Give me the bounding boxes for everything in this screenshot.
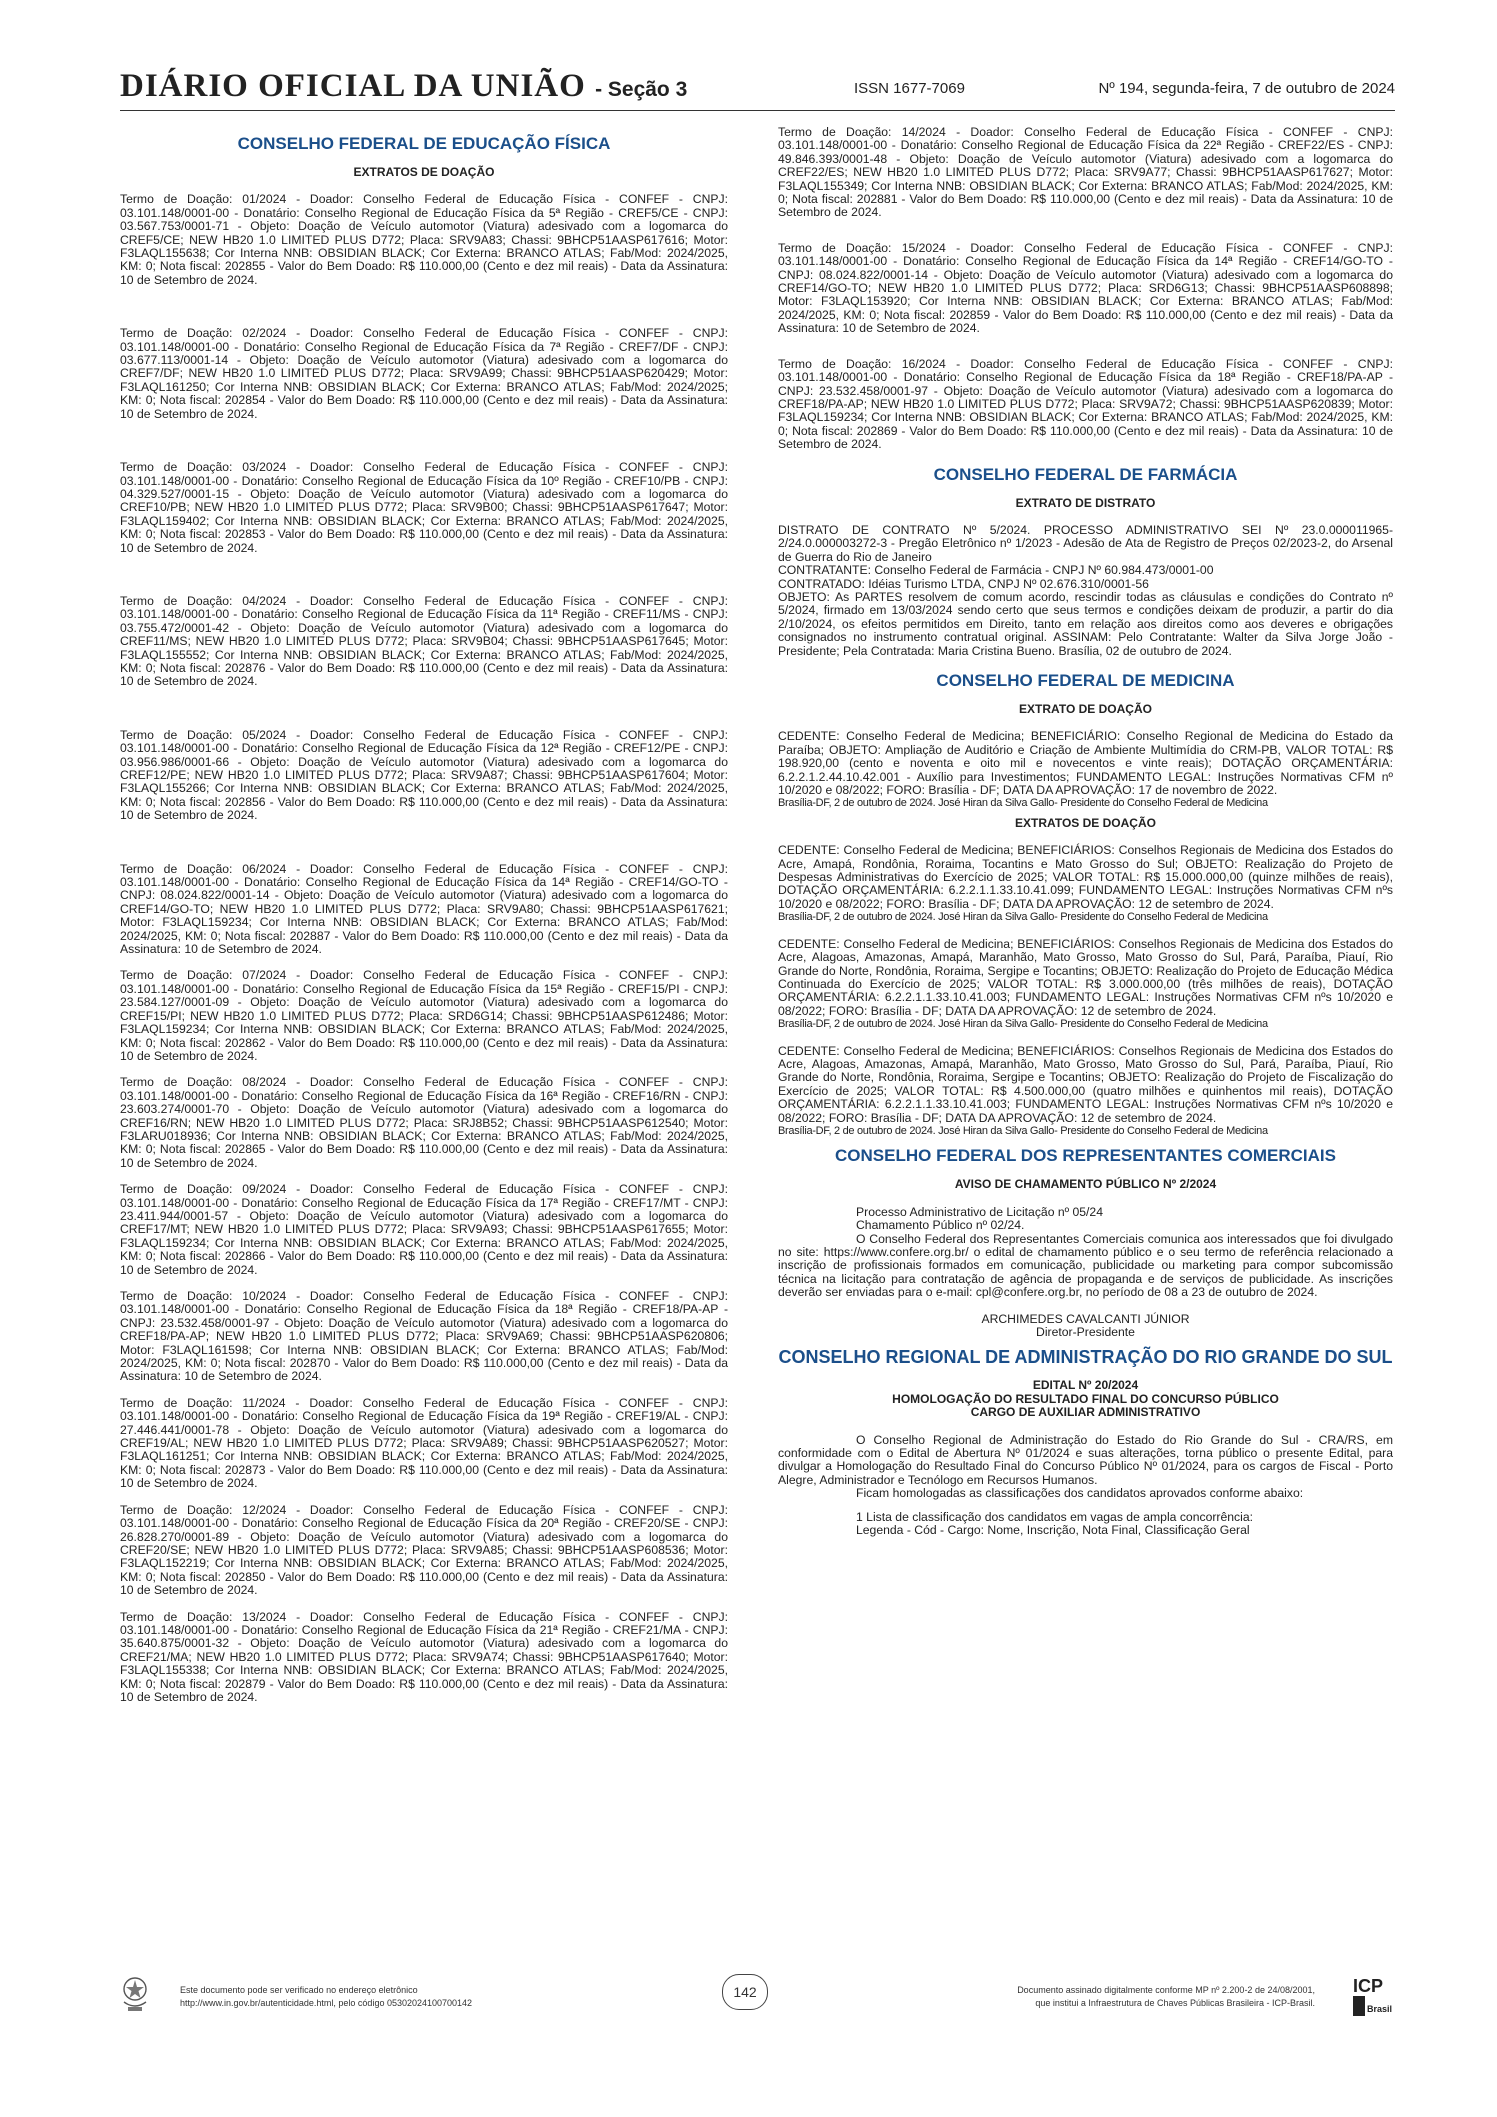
page-footer [120,1972,1395,2032]
donation-term: Termo de Doação: 04/2024 - Doador: Conselho Federal de Educação Física - CONFEF - CNPJ: 03.101.148/0001-00 - Donatário: Conselho Regional de Educação Física da 11ª Região - CREF11/MS - CNPJ: 03.755.472/0001-42 - Objeto: Doação de Veículo automotor (Viatura) adesivado com a logomarca do CREF11/MS; NEW HB20 1.0 LIMITED PLUS D772; Placa: SRV9B04; Chassi: 9BHCP51AASP617645; Motor: F3LAQL155552; Cor Interna NNB: OBSIDIAN BLACK; Cor Externa: BRANCO ATLAS; Fab/Mod: 2024/2025, KM: 0; Nota fiscal: 202876 - Valor do Bem Doado: R$ 110.000,00 (Cento e dez mil reais) - Data da Assinatura: 10 de Setembro de 2024. [120,593,728,689]
issn: ISSN 1677-7069 [854,80,965,97]
org-heading: CONSELHO FEDERAL DE EDUCAÇÃO FÍSICA [237,134,611,153]
donation-term: Termo de Doação: 15/2024 - Doador: Conselho Federal de Educação Física - CONFEF - CNPJ: 03.101.148/0001-00 - Donatário: Conselho Regional de Educação Física da 14ª Região - CREF14/GO-TO - CNPJ: 08.024.822/0001-14 - Objeto: Doação de Veículo automotor (Viatura) adesivado com a logomarca do CREF14/GO-TO; NEW HB20 1.0 LIMITED PLUS D772; Placa: SRD6G13; Chassi: 9BHCP51AASP608898; Motor: F3LAQL153920; Cor Interna NNB: OBSIDIAN BLACK; Cor Externa: BRANCO ATLAS; Fab/Mod: 2024/2025, KM: 0; Nota fiscal: 202859 - Valor do Bem Doado: R$ 110.000,00 (Cento e dez mil reais) - Data da Assinatura: 10 de Setembro de 2024. [778,240,1393,336]
process-line: Chamamento Público nº 02/24. [856,1218,1025,1233]
signature-line: Brasília-DF, 2 de outubro de 2024. José Hiran da Silva Gallo- Presidente do Conselho Federal de Medicina [778,1018,1268,1031]
donation-term: Termo de Doação: 14/2024 - Doador: Conselho Federal de Educação Física - CONFEF - CNPJ: 03.101.148/0001-00 - Donatário: Conselho Regional de Educação Física da 22ª Região - CREF22/ES - CNPJ: 49.846.393/0001-48 - Objeto: Doação de Veículo automotor (Viatura) adesivado com a logomarca do CREF22/ES; NEW HB20 1.0 LIMITED PLUS D772; Placa: SRV9A77; Chassi: 9BHCP51AASP617627; Motor: F3LAQL155349; Cor Interna NNB: OBSIDIAN BLACK; Cor Externa: BRANCO ATLAS; Fab/Mod: 2024/2025, KM: 0; Nota fiscal: 202881 - Valor do Bem Doado: R$ 110.000,00 (Cento e dez mil reais) - Data da Assinatura: 10 de Setembro de 2024. [778,125,1393,220]
signature-line: Brasília-DF, 2 de outubro de 2024. José Hiran da Silva Gallo- Presidente do Conselho Federal de Medicina [778,797,1268,810]
edital-paragraph: Ficam homologadas as classificações dos candidatos aprovados conforme abaixo: [856,1486,1304,1501]
distrato-line: OBJETO: As PARTES resolvem de comum acordo, rescindir todas as cláusulas e condições do Contrato nº 5/2024, firmado em 13/03/2024 sendo certo que seus termos e condições deixam de produzir, a partir do dia 2/10/2024, os efeitos permitidos em Direito, tanto em relação aos direitos como aos deveres e obrigações consignados no instrumento contratual original. ASSINAM: Pelo Contratante: Walter da Silva Jorge João - Presidente; Pela Contratada: Maria Cristina Bueno. Brasília, 02 de outubro de 2024. [778,589,1393,658]
donation-term: Termo de Doação: 11/2024 - Doador: Conselho Federal de Educação Física - CONFEF - CNPJ: 03.101.148/0001-00 - Donatário: Conselho Regional de Educação Física da 19ª Região - CREF19/AL - CNPJ: 27.446.441/0001-78 - Objeto: Doação de Veículo automotor (Viatura) adesivado com a logomarca do CREF19/AL; NEW HB20 1.0 LIMITED PLUS D772; Placa: SRV9A89; Chassi: 9BHCP51AASP620527; Motor: F3LAQL161251; Cor Interna NNB: OBSIDIAN BLACK; Cor Externa: BRANCO ATLAS; Fab/Mod: 2024/2025, KM: 0; Nota fiscal: 202873 - Valor do Bem Doado: R$ 110.000,00 (Cento e dez mil reais) - Data da Assinatura: 10 de Setembro de 2024. [120,1395,728,1491]
donation-term: Termo de Doação: 03/2024 - Doador: Conselho Federal de Educação Física - CONFEF - CNPJ: 03.101.148/0001-00 - Donatário: Conselho Regional de Educação Física da 10º Região - CREF10/PB - CNPJ: 04.329.527/0001-15 - Objeto: Doação de Veículo automotor (Viatura) adesivado com a logomarca do CREF10/PB; NEW HB20 1.0 LIMITED PLUS D772; Placa: SRV9B00; Chassi: 9BHCP51AASP617647; Motor: F3LAQL159402; Cor Interna NNB: OBSIDIAN BLACK; Cor Externa: BRANCO ATLAS; Fab/Mod: 2024/2025, KM: 0; Nota fiscal: 202853 - Valor do Bem Doado: R$ 110.000,00 (Cento e dez mil reais) - Data da Assinatura: 10 de Setembro de 2024. [120,460,728,555]
donation-term: Termo de Doação: 07/2024 - Doador: Conselho Federal de Educação Física - CONFEF - CNPJ: 03.101.148/0001-00 - Donatário: Conselho Regional de Educação Física da 15ª Região - CREF15/PI - CNPJ: 23.584.127/0001-09 - Objeto: Doação de Veículo automotor (Viatura) adesivado com a logomarca do CREF15/PI; NEW HB20 1.0 LIMITED PLUS D772; Placa: SRD6G14; Chassi: 9BHCP51AASP612486; Motor: F3LAQL159234; Cor Interna NNB: OBSIDIAN BLACK; Cor Externa: BRANCO ATLAS; Fab/Mod: 2024/2025, KM: 0; Nota fiscal: 202862 - Valor do Bem Doado: R$ 110.000,00 (Cento e dez mil reais) - Data da Assinatura: 10 de Setembro de 2024. [120,968,728,1063]
edital-list-line: Legenda - Cód - Cargo: Nome, Inscrição, Nota Final, Classificação Geral [856,1523,1250,1538]
donation-term: Termo de Doação: 10/2024 - Doador: Conselho Federal de Educação Física - CONFEF - CNPJ: 03.101.148/0001-00 - Donatário: Conselho Regional de Educação Física da 18ª Região - CREF18/PA-AP - CNPJ: 23.532.458/0001-97 - Objeto: Doação de Veículo automotor (Viatura) adesivado com a logomarca do CREF18/PA-AP; NEW HB20 1.0 LIMITED PLUS D772; Placa: SRV9A69; Chassi: 9BHCP51AASP620806; Motor: F3LAQL161598; Cor Interna NNB: OBSIDIAN BLACK; Cor Externa: BRANCO ATLAS; Fab/Mod: 2024/2025, KM: 0; Nota fiscal: 202870 - Valor do Bem Doado: R$ 110.000,00 (Cento e dez mil reais) - Data da Assinatura: 10 de Setembro de 2024. [120,1289,728,1384]
extract-paragraph: CEDENTE: Conselho Federal de Medicina; BENEFICIÁRIOS: Conselhos Regionais de Medicina dos Estados do Acre, Alagoas, Amazonas, Amapá, Maranhão, Mato Grosso, Mato Grosso do Sul, Pará, Paraíba, Piauí, Rio Grande do Norte, Rondônia, Roraima, Sergipe e Tocantins; OBJETO: Realização do Projeto de Educação Médica Continuada do Exercício de 2025; VALOR TOTAL: R$ 3.000.000,00 (três milhões de reais), DOTAÇÃO ORÇAMENTÁRIA: 6.2.2.1.1.33.10.41.003; FUNDAMENTO LEGAL: Instruções Normativas CFM nºs 10/2020 e 08/2022; FORO: Brasília - DF; DATA DA APROVAÇÃO: 12 de setembro de 2024. [778,936,1393,1018]
signature-text: que institui a Infraestrutura de Chaves Públicas Brasileira - ICP-Brasil. [1035,1998,1315,2008]
distrato-line: CONTRATANTE: Conselho Federal de Farmácia - CNPJ Nº 60.984.473/0001-00 [778,563,1214,578]
notice-body: O Conselho Federal dos Representantes Comerciais comunica aos interessados que foi divulgado no site: https://www.confere.org.br/ o edital de chamamento público e o seu termo de referência relacionado a inscrição de profissionais formados em comunicação, publicidade ou marketing para compor subcomissão técnica na licitação para contratação de agência de propaganda e de serviços de publicidade. As inscrições deverão ser enviadas para o e-mail: cpl@confere.org.br, no período de 08 a 23 de outubro de 2024. [778,1231,1393,1300]
org-heading: CONSELHO FEDERAL DE FARMÁCIA [933,464,1238,484]
donation-term: Termo de Doação: 06/2024 - Doador: Conselho Federal de Educação Física - CONFEF - CNPJ: 03.101.148/0001-00 - Donatário: Conselho Regional de Educação Física da 14ª Região - CREF14/GO-TO - CNPJ: 08.024.822/0001-14 - Objeto: Doação de Veículo automotor (Viatura) adesivado com a logomarca do CREF14/GO-TO; NEW HB20 1.0 LIMITED PLUS D772; Placa: SRV9A80; Chassi: 9BHCP51AASP617621; Motor: F3LAQL159234; Cor Interna NNB: OBSIDIAN BLACK; Cor Externa: BRANCO ATLAS; Fab/Mod: 2024/2025, KM: 0; Nota fiscal: 202887 - Valor do Bem Doado: R$ 110.000,00 (Cento e dez mil reais) - Data da Assinatura: 10 de Setembro de 2024. [120,861,728,957]
donation-term: Termo de Doação: 01/2024 - Doador: Conselho Federal de Educação Física - CONFEF - CNPJ: 03.101.148/0001-00 - Donatário: Conselho Regional de Educação Física da 5ª Região - CREF5/CE - CNPJ: 03.567.753/0001-71 - Objeto: Doação de Veículo automotor (Viatura) adesivado com a logomarca do CREF5/CE; NEW HB20 1.0 LIMITED PLUS D772; Placa: SRV9A83; Chassi: 9BHCP51AASP617616; Motor: F3LAQL155638; Cor Interna NNB: OBSIDIAN BLACK; Cor Externa: BRANCO ATLAS; Fab/Mod: 2024/2025, KM: 0; Nota fiscal: 202855 - Valor do Bem Doado: R$ 110.000,00 (Cento e dez mil reais) - Data da Assinatura: 10 de Setembro de 2024. [120,192,728,287]
edital-paragraph: O Conselho Regional de Administração do Estado do Rio Grande do Sul - CRA/RS, em conformidade com o Edital de Abertura Nº 01/2024 e suas alterações, torna público o presente Edital, para divulgar a Homologação do Resultado Final do Concurso Público Nº 01/2024, para os cargos de Fiscal - Porto Alegre, Administrador e Tecnólogo em Recursos Humanos. [778,1432,1393,1487]
section-subheading: EXTRATO DE DISTRATO [1015,495,1156,510]
verification-note [180,1984,472,2010]
verification-text: Este documento pode ser verificado no endereço eletrônico [180,1985,418,1995]
section-label: - Seção 3 [595,78,688,101]
donation-term: Termo de Doação: 13/2024 - Doador: Conselho Federal de Educação Física - CONFEF - CNPJ: 03.101.148/0001-00 - Donatário: Conselho Regional de Educação Física da 21ª Região - CREF21/MA - CNPJ: 35.640.875/0001-32 - Objeto: Doação de Veículo automotor (Viatura) adesivado com a logomarca do CREF21/MA; NEW HB20 1.0 LIMITED PLUS D772; Placa: SRV9A74; Chassi: 9BHCP51AASP617640; Motor: F3LAQL155338; Cor Interna NNB: OBSIDIAN BLACK; Cor Externa: BRANCO ATLAS; Fab/Mod: 2024/2025, KM: 0; Nota fiscal: 202879 - Valor do Bem Doado: R$ 110.000,00 (Cento e dez mil reais) - Data da Assinatura: 10 de Setembro de 2024. [120,1609,728,1704]
page-number: 142 [722,1974,768,2010]
process-line: Processo Administrativo de Licitação nº 05/24 [856,1204,1103,1219]
donation-term: Termo de Doação: 08/2024 - Doador: Conselho Federal de Educação Física - CONFEF - CNPJ: 03.101.148/0001-00 - Donatário: Conselho Regional de Educação Física da 16ª Região - CREF16/RN - CNPJ: 23.603.274/0001-70 - Objeto: Doação de Veículo automotor (Viatura) adesivado com a logomarca do CREF16/RN; NEW HB20 1.0 LIMITED PLUS D772; Placa: SRJ8B52; Chassi: 9BHCP51AASP612540; Motor: F3LARU018936; Cor Interna NNB: OBSIDIAN BLACK; Cor Externa: BRANCO ATLAS; Fab/Mod: 2024/2025, KM: 0; Nota fiscal: 202865 - Valor do Bem Doado: R$ 110.000,00 (Cento e dez mil reais) - Data da Assinatura: 10 de Setembro de 2024. [120,1075,728,1170]
edital-title: EDITAL Nº 20/2024 [1032,1378,1139,1393]
right-column [778,126,1393,1538]
section-subheading: EXTRATOS DE DOAÇÃO [353,165,495,179]
signature-note [1017,1984,1315,2010]
donation-term: Termo de Doação: 09/2024 - Doador: Conselho Federal de Educação Física - CONFEF - CNPJ: 03.101.148/0001-00 - Donatário: Conselho Regional de Educação Física da 17ª Região - CREF17/MT - CNPJ: 23.411.944/0001-57 - Objeto: Doação de Veículo automotor (Viatura) adesivado com a logomarca do CREF17/MT; NEW HB20 1.0 LIMITED PLUS D772; Placa: SRV9A93; Chassi: 9BHCP51AASP617655; Motor: F3LAQL159234; Cor Interna NNB: OBSIDIAN BLACK; Cor Externa: BRANCO ATLAS; Fab/Mod: 2024/2025, KM: 0; Nota fiscal: 202866 - Valor do Bem Doado: R$ 110.000,00 (Cento e dez mil reais) - Data da Assinatura: 10 de Setembro de 2024. [120,1182,728,1277]
distrato-line: CONTRATADO: Idéias Turismo LTDA, CNPJ Nº 02.676.310/0001-56 [778,576,1149,591]
signer-role: Diretor-Presidente [1036,1325,1135,1340]
icp-logo-text: ICP [1353,1976,1384,1996]
signer-name: ARCHIMEDES CAVALCANTI JÚNIOR [981,1311,1190,1326]
signature-line: Brasília-DF, 2 de outubro de 2024. José Hiran da Silva Gallo- Presidente do Conselho Federal de Medicina [778,911,1268,924]
section-subheading: AVISO DE CHAMAMENTO PÚBLICO Nº 2/2024 [954,1177,1217,1192]
org-heading: CONSELHO FEDERAL DE MEDICINA [936,671,1235,690]
donation-term: Termo de Doação: 05/2024 - Doador: Conselho Federal de Educação Física - CONFEF - CNPJ: 03.101.148/0001-00 - Donatário: Conselho Regional de Educação Física da 12ª Região - CREF12/PE - CNPJ: 03.956.986/0001-66 - Objeto: Doação de Veículo automotor (Viatura) adesivado com a logomarca do CREF12/PE; NEW HB20 1.0 LIMITED PLUS D772; Placa: SRV9A87; Chassi: 9BHCP51AASP617604; Motor: F3LAQL155266; Cor Interna NNB: OBSIDIAN BLACK; Cor Externa: BRANCO ATLAS; Fab/Mod: 2024/2025, KM: 0; Nota fiscal: 202856 - Valor do Bem Doado: R$ 110.000,00 (Cento e dez mil reais) - Data da Assinatura: 10 de Setembro de 2024. [120,727,728,823]
left-column [120,126,728,1717]
org-heading: CONSELHO FEDERAL DOS REPRESENTANTES COMERCIAIS [835,1146,1336,1166]
masthead-title: DIÁRIO OFICIAL DA UNIÃO [120,68,586,104]
masthead [120,68,687,105]
coat-of-arms-icon [120,1974,150,2014]
section-subheading: EXTRATO DE DOAÇÃO [1019,702,1152,716]
extract-paragraph: CEDENTE: Conselho Federal de Medicina; BENEFICIÁRIO: Conselho Regional de Medicina do Estado da Paraíba; OBJETO: Ampliação de Auditório e Criação de Ambiente Multimídia do CRM-PB, VALOR TOTAL: R$ 198.920,00 (cento e noventa e oito mil e novecentos e vinte reais); DOTAÇÃO ORÇAMENTÁRIA: 6.2.2.1.2.44.10.42.001 - Auxílio para Investimentos; FUNDAMENTO LEGAL: Instruções Normativas CFM nº 10/2020 e 08/2022; FORO: Brasília - DF; DATA DA APROVAÇÃO: 17 de novembro de 2022. [778,729,1393,798]
signature-line: Brasília-DF, 2 de outubro de 2024. José Hiran da Silva Gallo- Presidente do Conselho Federal de Medicina [778,1124,1268,1137]
extract-paragraph: CEDENTE: Conselho Federal de Medicina; BENEFICIÁRIOS: Conselhos Regionais de Medicina dos Estados do Acre, Alagoas, Amazonas, Amapá, Maranhão, Mato Grosso, Mato Grosso do Sul, Pará, Paraíba, Piauí, Rio Grande do Norte, Rondônia, Roraima, Sergipe e Tocantins; OBJETO: Realização do Projeto de Fiscalização do Exercício de 2025; VALOR TOTAL: R$ 4.500.000,00 (quatro milhões e quinhentos mil reais), DOTAÇÃO ORÇAMENTÁRIA: 6.2.2.1.1.33.10.41.003; FUNDAMENTO LEGAL: Instruções Normativas CFM nºs 10/2020 e 08/2022; FORO: Brasília - DF; DATA DA APROVAÇÃO: 12 de setembro de 2024. [778,1043,1393,1125]
page-header [120,68,1395,111]
donation-term: Termo de Doação: 12/2024 - Doador: Conselho Federal de Educação Física - CONFEF - CNPJ: 03.101.148/0001-00 - Donatário: Conselho Regional de Educação Física da 20ª Região - CREF20/SE - CNPJ: 26.828.270/0001-89 - Objeto: Doação de Veículo automotor (Viatura) adesivado com a logomarca do CREF20/SE; NEW HB20 1.0 LIMITED PLUS D772; Placa: SRV9A85; Chassi: 9BHCP51AASP608536; Motor: F3LAQL152219; Cor Interna NNB: OBSIDIAN BLACK; Cor Externa: BRANCO ATLAS; Fab/Mod: 2024/2025, KM: 0; Nota fiscal: 202850 - Valor do Bem Doado: R$ 110.000,00 (Cento e dez mil reais) - Data da Assinatura: 10 de Setembro de 2024. [120,1502,728,1598]
verification-link[interactable]: http://www.in.gov.br/autenticidade.html, pelo código 05302024100700142 [180,1998,473,2008]
edital-subtitle: CARGO DE AUXILIAR ADMINISTRATIVO [970,1405,1201,1420]
section-subheading: EXTRATOS DE DOAÇÃO [1015,815,1156,830]
edital-subtitle: HOMOLOGAÇÃO DO RESULTADO FINAL DO CONCURSO PÚBLICO [892,1391,1279,1406]
distrato-line: DISTRATO DE CONTRATO Nº 5/2024. PROCESSO ADMINISTRATIVO SEI Nº 23.0.000011965-2/24.0.000003272-3 - Pregão Eletrônico nº 1/2023 - Adesão de Ata de Registro de Preços 02/2023-2, do Arsenal de Guerra do Rio de Janeiro [778,522,1393,564]
org-heading: CONSELHO REGIONAL DE ADMINISTRAÇÃO DO RIO GRANDE DO SUL [778,1347,1393,1368]
donation-term: Termo de Doação: 02/2024 - Doador: Conselho Federal de Educação Física - CONFEF - CNPJ: 03.101.148/0001-00 - Donatário: Conselho Regional de Educação Física da 7ª Região - CREF7/DF - CNPJ: 03.677.113/0001-14 - Objeto: Doação de Veículo automotor (Viatura) adesivado com a logomarca do CREF7/DF; NEW HB20 1.0 LIMITED PLUS D772; Placa: SRV9A99; Chassi: 9BHCP51AASP620429; Motor: F3LAQL161250; Cor Interna NNB: OBSIDIAN BLACK; Cor Externa: BRANCO ATLAS; Fab/Mod: 2024/2025; KM: 0; Nota fiscal: 202854 - Valor do Bem Doado: R$ 110.000,00 (Cento e dez mil reais) - Data da Assinatura: 10 de Setembro de 2024. [120,326,728,421]
signature-text: Documento assinado digitalmente conforme MP nº 2.200-2 de 24/08/2001, [1017,1985,1315,1995]
edital-list-line: 1 Lista de classificação dos candidatos em vagas de ampla concorrência: [856,1509,1253,1524]
edition-info: Nº 194, segunda-feira, 7 de outubro de 2024 [1098,80,1395,97]
donation-term: Termo de Doação: 16/2024 - Doador: Conselho Federal de Educação Física - CONFEF - CNPJ: 03.101.148/0001-00 - Donatário: Conselho Regional de Educação Física da 18ª Região - CREF18/PA-AP - CNPJ: 23.532.458/0001-97 - Objeto: Doação de Veículo automotor (Viatura) adesivado com a logomarca do CREF18/PA-AP; NEW HB20 1.0 LIMITED PLUS D772; Placa: SRV9A72; Chassi: 9BHCP51AASP620839; Motor: F3LAQL159234; Cor Interna NNB: OBSIDIAN BLACK; Cor Externa: BRANCO ATLAS; Fab/Mod: 2024/2025, KM: 0; Nota fiscal: 202869 - Valor do Bem Doado: R$ 110.000,00 (Cento e dez mil reais) - Data da Assinatura: 10 de Setembro de 2024. [778,356,1393,452]
icp-brasil-logo-icon [1351,1972,1395,2020]
extract-paragraph: CEDENTE: Conselho Federal de Medicina; BENEFICIÁRIOS: Conselhos Regionais de Medicina dos Estados do Acre, Amapá, Rondônia, Roraima, Tocantins e Mato Grosso do Sul; OBJETO: Realização do Projeto de Despesas Administrativas do Exercício de 2025; VALOR TOTAL: R$ 15.000.000,00 (quinze milhões de reais), DOTAÇÃO ORÇAMENTÁRIA: 6.2.2.1.1.33.10.41.099; FUNDAMENTO LEGAL: Instruções Normativas CFM nºs 10/2020 e 08/2022; FORO: Brasília - DF; DATA DA APROVAÇÃO: 12 de setembro de 2024. [778,843,1393,911]
icp-logo-subtext: Brasil [1367,2004,1393,2014]
